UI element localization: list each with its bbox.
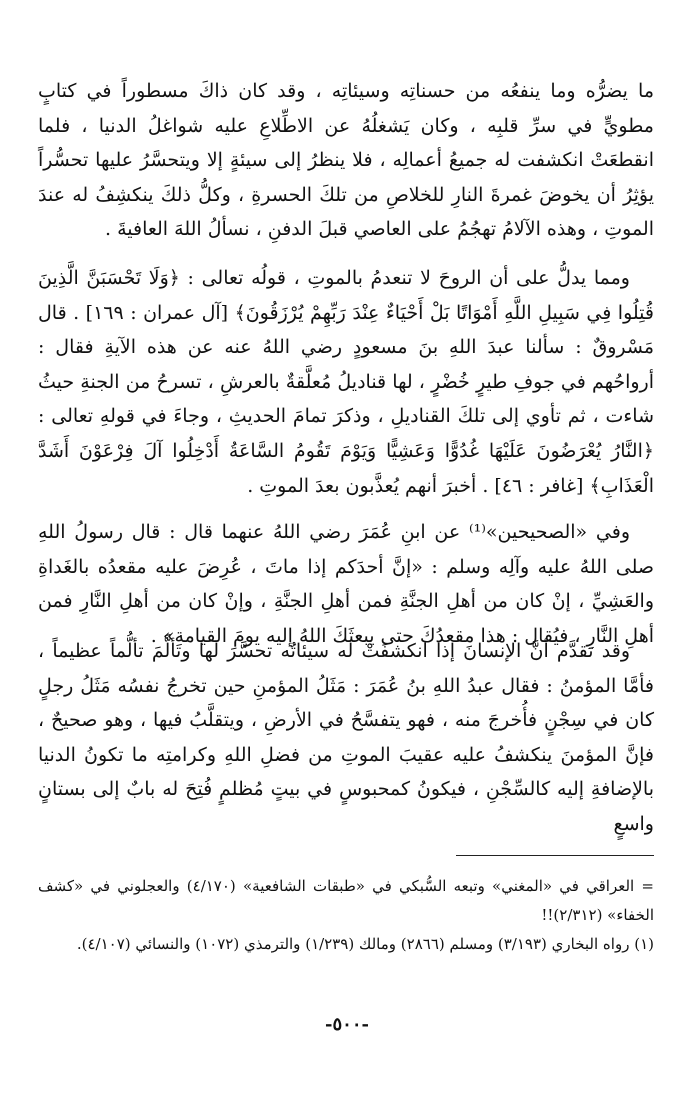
footnote-continuation: = العراقي في «المغني» وتبعه السُّبكي في «طبقات الشافعية» (٤/١٧٠) والعجلوني في «كشف الخفاء» (٢/٣١٢)!! — [38, 877, 654, 924]
footnote-1 — [38, 930, 654, 959]
footnotes — [38, 872, 654, 959]
paragraph-4: وقد تقدَّم أنَّ الإنسانَ إذا انكشفَتْ له سيئاتُه تحسَّرَ لها وتألَّمَ تألُّماً عظيماً ، فأمَّا المؤمنُ : فقال عبدُ اللهِ بنُ عُمَرَ : مَثَلُ المؤمنِ حين تخرجُ نفسُه مَثَلُ رجلٍ كان في سِجْنٍ فأُخرجَ منه ، فهو يتفسَّحُ في الأرضِ ، ويتقلَّبُ فيها ، وهو صحيحٌ ، فإنَّ المؤمنَ ينكشفُ عليه عقيبَ الموتِ من فضلِ اللهِ وكرامتِه ما تكونُ الدنيا بالإضافةِ إليه كالسِّجْنِ ، فيكونُ كمحبوسٍ في بيتٍ مُظلمٍ فُتِحَ له بابٌ إلى بستانٍ واسعٍ — [38, 640, 654, 835]
footnote-separator — [456, 855, 654, 856]
page-number: -٥٠٠- — [325, 1014, 369, 1035]
paragraph-1: ما يضرُّه وما ينفعُه من حسناتِه وسيئاتِه ، وقد كان ذاكَ مسطوراً في كتابٍ مطويٍّ في سرِّ قلبِه ، وكان يَشغلُهُ عن الاطِّلاعِ عليه شواغلُ الدنيا ، فلما انقطعَتْ انكشفت له جميعُ أعمالِه ، فلا ينظرُ إلى سيئةٍ إلا ويتحسَّرُ عليها تحسُّراً يؤثِرُ أن يخوضَ غمرةَ النارِ للخلاصِ من تلكَ الحسرةِ ، وكلُّ ذلكَ ينكشِفُ له عندَ الموتِ ، وهذه الآلامُ تهجُمُ على العاصي قبلَ الدفنِ ، نسألُ اللهَ العافيةَ . — [38, 80, 655, 241]
paragraph-3: وفي «الصحيحين»⁽¹⁾ عن ابنِ عُمَرَ رضي اللهُ عنهما قال : قال رسولُ اللهِ صلى اللهُ عليه وآلِه وسلم : «إنَّ أحدَكم إذا ماتَ ، عُرِضَ عليه مقعدُه بالغَداةِ والعَشِيِّ ، إنْ كان من أهلِ الجنَّةِ فمن أهلِ الجنَّةِ ، وإنْ كان من أهلِ النَّارِ فمن أهلِ النَّارِ ، فيُقال : هذا مقعدُكَ حتى يبعثَكَ اللهُ إليه يومَ القيامةِ» . — [38, 521, 654, 647]
footnote-1-text: رواه البخاري (٣/١٩٣) ومسلم (٢٨٦٦) ومالك (١/٢٣٩) والترمذي (١٠٧٢) والنسائي (٤/١٠٧). — [76, 935, 630, 953]
paragraph-2: ومما يدلُّ على أن الروحَ لا تنعدمُ بالموتِ ، قولُه تعالى : ﴿وَلَا تَحْسَبَنَّ الَّذِينَ قُتِلُوا فِي سَبِيلِ اللَّهِ أَمْوَاتًا بَلْ أَحْيَاءٌ عِنْدَ رَبِّهِمْ يُرْزَقُونَ﴾ [آل عمران : ١٦٩] . قال مَسْروقٌ : سألنا عبدَ اللهِ بنَ مسعودٍ رضي اللهُ عنه عن هذه الآيةِ فقال : أرواحُهم في جوفِ طيرٍ خُضْرٍ ، لها قناديلُ مُعلَّقةٌ بالعرشِ ، تسرحُ من الجنةِ حيثُ شاءت ، ثم تأوي إلى تلكَ القناديلِ ، وذكرَ تمامَ الحديثِ ، وجاءَ في قولهِ تعالى : ﴿النَّارُ يُعْرَضُونَ عَلَيْهَا غُدُوًّا وَعَشِيًّا وَيَوْمَ تَقُومُ السَّاعَةُ أَدْخِلُوا آلَ فِرْعَوْنَ أَشَدَّ الْعَذَابِ﴾ [غافر : ٤٦] . أخبرَ أنهم يُعذَّبون بعدَ الموتِ . — [38, 267, 654, 497]
footnote-1-number: (١) — [634, 935, 654, 953]
